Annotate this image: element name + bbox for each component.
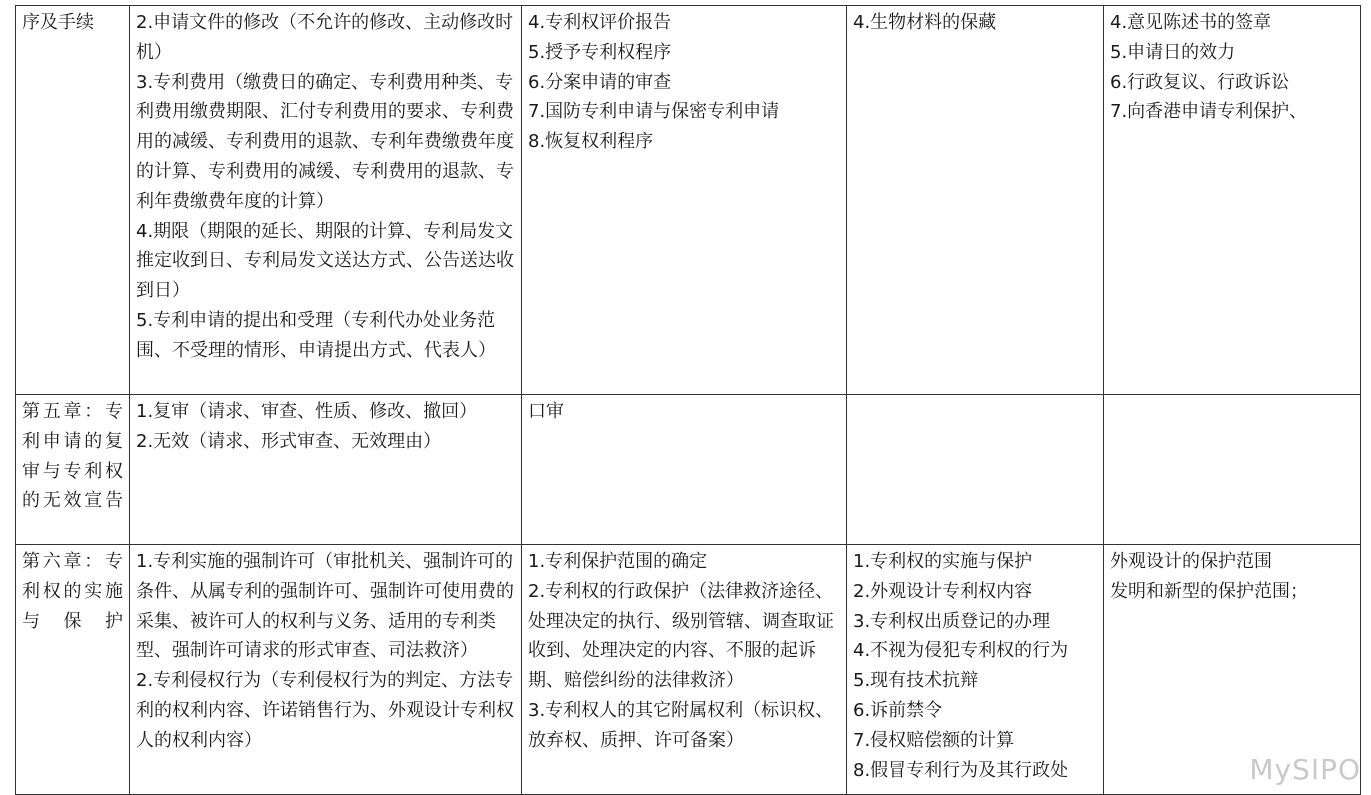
cell-paragraph: 1.专利权的实施与保护 bbox=[853, 551, 1033, 572]
cell-paragraph: 7.向香港申请专利保护、 bbox=[1110, 101, 1308, 123]
cell-paragraph: 5.现有技术抗辩 bbox=[853, 670, 979, 692]
cell-paragraph: 4.意见陈述书的签章 bbox=[1110, 12, 1272, 33]
cell-paragraph: 2.专利侵权行为（专利侵权行为的判定、方法专利的权利内容、许诺销售行为、外观设计专利权人的权利内容） bbox=[136, 670, 514, 751]
table-row bbox=[16, 6, 1361, 395]
table-row bbox=[16, 395, 1361, 545]
cell-paragraph: 3.专利权人的其它附属权利（标识权、放弃权、质押、许可备案） bbox=[528, 699, 834, 751]
cell-paragraph: 第六章：专利权的实施与保护 bbox=[22, 551, 123, 632]
cell-paragraph: 1.专利实施的强制许可（审批机关、强制许可的条件、从属专利的强制许可、强制许可使用费的采集、被许可人的权利与义务、适用的专利类型、强制许可请求的形式审查、司法救济） bbox=[136, 551, 514, 662]
cell-paragraph: 发明和新型的保护范围； bbox=[1110, 580, 1308, 602]
topic-cell bbox=[847, 395, 1104, 545]
cell-paragraph: 3.专利费用（缴费日的确定、专利费用种类、专利费用缴费期限、汇付专利费用的要求、专利费用的减缓、专利费用的退款、专利年费缴费年度的计算、专利费用的减缓、专利费用的退款、专利年费缴费年度的计算） bbox=[136, 71, 514, 212]
cell-paragraph: 2.专利权的行政保护（法律救济途径、处理决定的执行、级别管辖、调查取证收到、处理决定的内容、不服的起诉期、赔偿纠纷的法律救济） bbox=[528, 580, 834, 692]
topic-cell bbox=[130, 6, 522, 395]
cell-paragraph: 1.复审（请求、审查、性质、修改、撤回） bbox=[136, 401, 478, 422]
table-row bbox=[16, 545, 1361, 795]
cell-paragraph: 6.行政复议、行政诉讼 bbox=[1110, 71, 1290, 93]
cell-paragraph: 2.申请文件的修改（不允许的修改、主动修改时机） bbox=[136, 12, 514, 63]
cell-paragraph: 4.生物材料的保藏 bbox=[853, 12, 997, 33]
topic-cell bbox=[847, 545, 1104, 795]
cell-paragraph: 4.专利权评价报告 bbox=[528, 12, 672, 33]
cell-paragraph: 6.诉前禁令 bbox=[853, 699, 943, 721]
cell-paragraph: 口审 bbox=[528, 401, 564, 422]
cell-paragraph: 4.期限（期限的延长、期限的计算、专利局发文推定收到日、专利局发文送达方式、公告送达收到日） bbox=[136, 220, 514, 302]
cell-paragraph: 8.恢复权利程序 bbox=[528, 131, 654, 153]
cell-paragraph: 3.专利权出质登记的办理 bbox=[853, 610, 1051, 632]
cell-paragraph: 4.不视为侵犯专利权的行为 bbox=[853, 640, 1069, 662]
topic-cell bbox=[130, 545, 522, 795]
topic-cell bbox=[847, 6, 1104, 395]
topic-cell bbox=[130, 395, 522, 545]
chapter-procedure-table bbox=[15, 5, 1361, 795]
topic-cell bbox=[522, 545, 847, 795]
chapter-title-cell bbox=[16, 395, 130, 545]
cell-paragraph: 6.分案申请的审查 bbox=[528, 71, 672, 93]
cell-paragraph: 第五章：专利申请的复审与专利权的无效宣告 bbox=[22, 401, 123, 512]
cell-paragraph: 5.授予专利权程序 bbox=[528, 41, 672, 63]
cell-paragraph: 7.侵权赔偿额的计算 bbox=[853, 729, 1015, 751]
cell-paragraph: 2.外观设计专利权内容 bbox=[853, 580, 1033, 602]
cell-paragraph: 5.专利申请的提出和受理（专利代办处业务范围、不受理的情形、申请提出方式、代表人） bbox=[136, 309, 496, 361]
cell-paragraph: 序及手续 bbox=[22, 12, 94, 33]
cell-paragraph: 外观设计的保护范围 bbox=[1110, 551, 1272, 572]
topic-cell bbox=[522, 6, 847, 395]
chapter-title-cell bbox=[16, 6, 130, 395]
topic-cell bbox=[1104, 395, 1361, 545]
cell-paragraph: 7.国防专利申请与保密专利申请 bbox=[528, 101, 780, 123]
topic-cell bbox=[522, 395, 847, 545]
topic-cell bbox=[1104, 6, 1361, 395]
cell-paragraph: 2.无效（请求、形式审查、无效理由） bbox=[136, 430, 442, 452]
cell-paragraph: 8.假冒专利行为及其行政处 bbox=[853, 759, 1069, 781]
cell-paragraph: 5.申请日的效力 bbox=[1110, 41, 1236, 63]
watermark-logo: MySIPO bbox=[1249, 753, 1361, 786]
cell-paragraph: 1.专利保护范围的确定 bbox=[528, 551, 708, 572]
chapter-title-cell bbox=[16, 545, 130, 795]
